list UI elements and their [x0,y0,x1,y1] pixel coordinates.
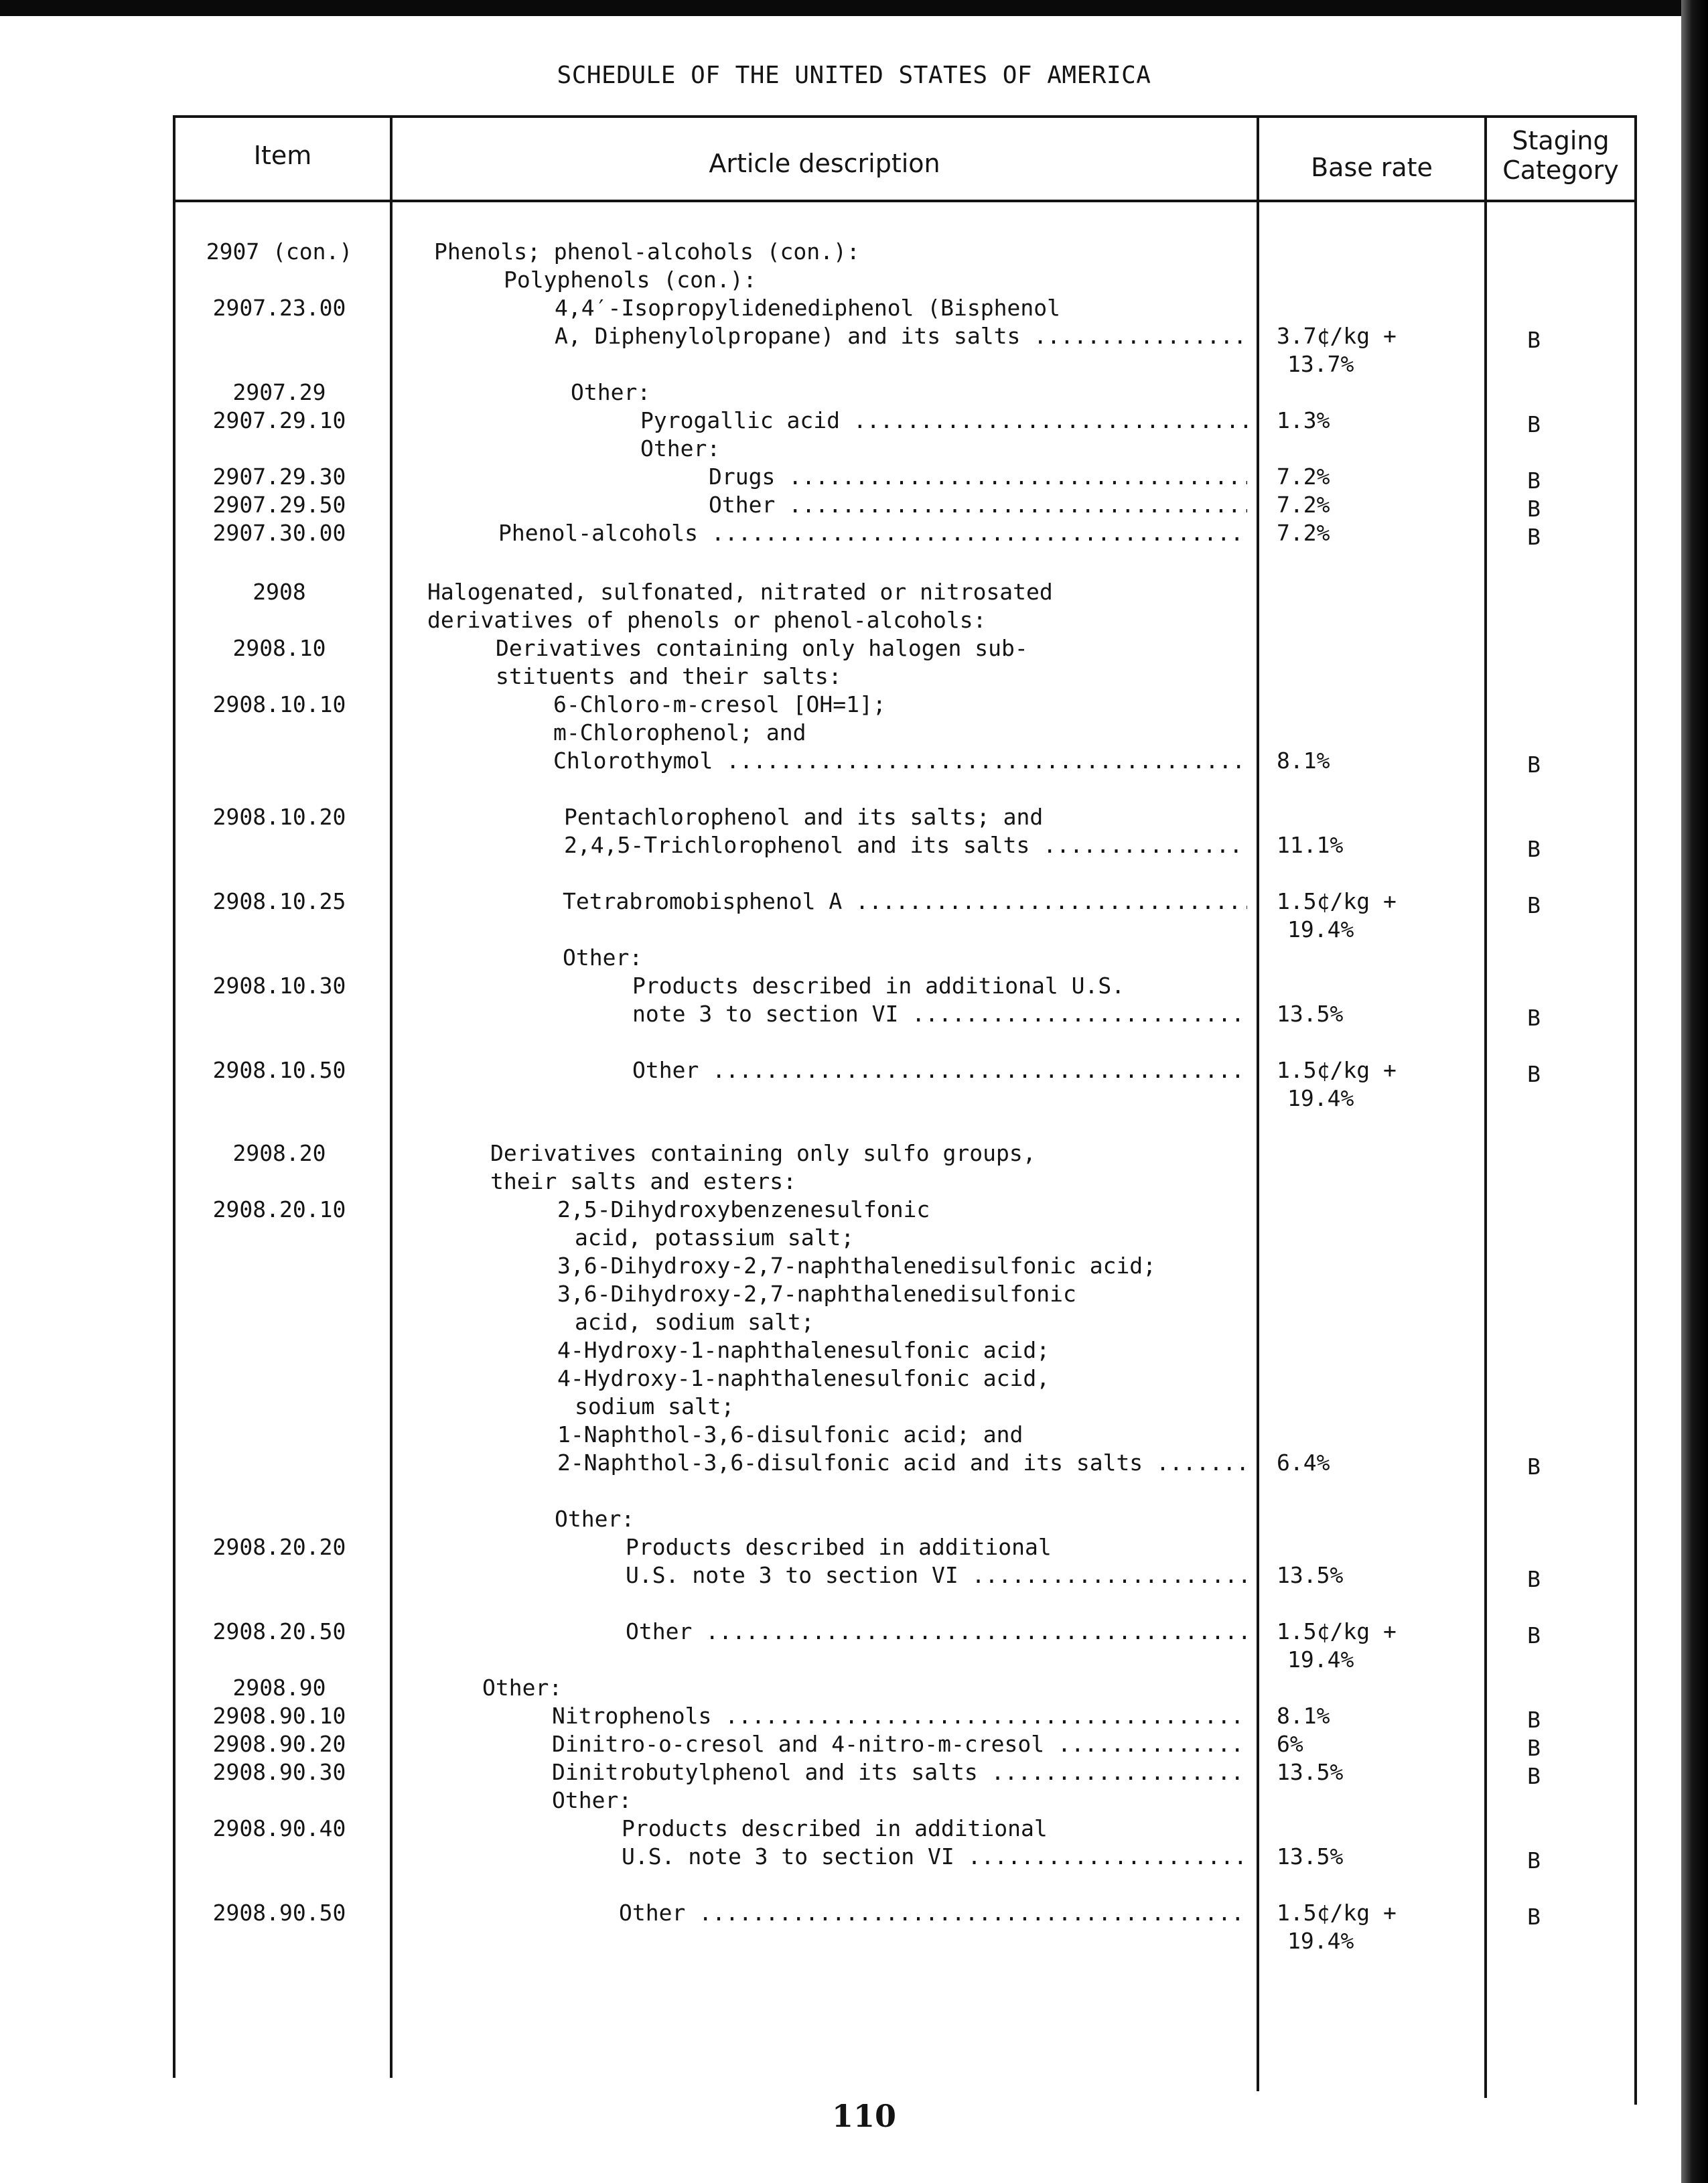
item-number: 2907.30.00 [212,520,346,546]
staging-category: B [1527,1061,1541,1087]
staging-category: B [1527,468,1541,494]
page-title: SCHEDULE OF THE UNITED STATES OF AMERICA [557,62,1151,89]
base-rate: 1.5¢/kg + [1277,888,1397,914]
base-rate: 7.2% [1277,520,1330,546]
column-header-item: Item [253,141,312,170]
item-number: 2908.20.10 [212,1196,346,1222]
item-number: 2907.29.30 [212,464,346,490]
staging-category: B [1527,411,1541,437]
article-description: Other: [571,379,651,405]
base-rate: 19.4% [1287,916,1354,942]
article-description: Dinitrobutylphenol and its salts ..... [552,1759,1247,1786]
article-description: Derivatives containing only sulfo groups, [490,1140,1036,1166]
article-description: 4-Hydroxy-1-naphthalenesulfonic acid, [557,1365,1050,1391]
article-description: Other: [552,1787,632,1813]
column-rule-right [1634,115,1637,2105]
base-rate: 19.4% [1287,1646,1354,1673]
item-number: 2908.90.10 [212,1703,346,1729]
article-description: m-Chlorophenol; and [553,719,806,746]
staging-category: B [1527,836,1541,862]
base-rate: 1.5¢/kg + [1277,1057,1397,1083]
column-header-staging-category [1486,126,1636,185]
base-rate: 8.1% [1277,748,1330,774]
column-header-base-rate: Base rate [1311,153,1433,182]
item-number: 2908.90.20 [212,1731,346,1757]
item-number: 2908.10 [232,635,326,661]
base-rate: 11.1% [1277,832,1344,858]
article-description: A, Diphenylolpropane) and its salts ..... [555,323,1247,350]
staging-category: B [1527,1622,1541,1648]
item-number: 2907.29 [232,379,326,405]
item-number: 2908.10.10 [212,691,346,717]
base-rate: 13.5% [1277,1759,1344,1785]
item-number: 2907 (con.) [206,238,353,265]
article-description: Polyphenols (con.): [504,267,757,293]
article-description: Chlorothymol ..... [553,748,1247,774]
article-description: 6-Chloro-m-cresol [OH=1]; [553,691,886,717]
article-description: derivatives of phenols or phenol-alcohols: [427,607,987,633]
article-description: 2,5-Dihydroxybenzenesulfonic [557,1196,930,1222]
article-description: Other: [555,1506,635,1532]
article-description: acid, potassium salt; [575,1224,855,1251]
base-rate: 1.5¢/kg + [1277,1900,1397,1926]
article-description: Tetrabromobisphenol A ..... [563,888,1247,915]
base-rate: 8.1% [1277,1703,1330,1729]
article-description: U.S. note 3 to section VI ..... [622,1843,1247,1870]
staging-category: B [1527,524,1541,550]
article-description: Pyrogallic acid ..... [640,407,1247,434]
base-rate: 1.3% [1277,407,1330,433]
item-number: 2908.10.25 [212,888,346,914]
item-number: 2908 [253,579,306,605]
page-number: 110 [831,2098,897,2134]
item-number: 2907.23.00 [212,295,346,321]
staging-category: B [1527,496,1541,522]
article-description: sodium salt; [575,1393,735,1419]
item-number: 2908.90.30 [212,1759,346,1785]
scan-right-edge [1681,0,1708,2183]
article-description: 4,4′-Isopropylidenediphenol (Bisphenol [555,295,1060,321]
article-description: 1-Naphthol-3,6-disulfonic acid; and [557,1421,1023,1448]
article-description: Other ..... [619,1900,1247,1926]
article-description: acid, sodium salt; [575,1309,814,1335]
base-rate: 19.4% [1287,1928,1354,1954]
base-rate: 3.7¢/kg + [1277,323,1397,349]
item-number: 2908.10.50 [212,1057,346,1083]
article-description: their salts and esters: [490,1168,796,1194]
staging-category: B [1527,892,1541,918]
base-rate: 19.4% [1287,1085,1354,1111]
article-description: Products described in additional [626,1534,1052,1560]
article-description: 2,4,5-Trichlorophenol and its salts ..... [564,832,1247,859]
base-rate: 13.5% [1277,1001,1344,1027]
staging-category: B [1527,327,1541,353]
item-number: 2908.20.50 [212,1618,346,1644]
article-description: 4-Hydroxy-1-naphthalenesulfonic acid; [557,1337,1050,1363]
item-number: 2908.90 [232,1675,326,1701]
article-description: Other: [563,944,643,971]
staging-category: B [1527,1904,1541,1930]
staging-category: B [1527,1005,1541,1031]
item-number: 2908.20.20 [212,1534,346,1560]
item-number: 2908.10.30 [212,973,346,999]
staging-category: B [1527,1763,1541,1789]
article-description: Phenols; phenol-alcohols (con.): [434,238,860,265]
column-header-staging-line: Staging [1512,126,1610,155]
article-description: Dinitro-o-cresol and 4-nitro-m-cresol ..... [552,1731,1247,1758]
column-rule-rate [1484,115,1487,2098]
article-description: Other ..... [632,1057,1247,1084]
item-number: 2907.29.10 [212,407,346,433]
staging-category: B [1527,1454,1541,1480]
column-rule-item [390,115,393,2078]
article-description: Products described in additional U.S. [632,973,1125,999]
article-description: 3,6-Dihydroxy-2,7-naphthalenedisulfonic acid; [557,1253,1157,1279]
column-rule-description [1257,115,1259,2091]
item-number: 2908.10.20 [212,804,346,830]
article-description: Products described in additional [622,1815,1048,1841]
article-description: 2-Naphthol-3,6-disulfonic acid and its salts ..... [557,1450,1247,1476]
article-description: Drugs ..... [709,464,1247,490]
article-description: Other: [640,435,721,462]
base-rate: 13.7% [1287,351,1354,377]
article-description: Other: [482,1675,563,1701]
article-description: Other ..... [709,492,1247,518]
base-rate: 13.5% [1277,1843,1344,1870]
article-description: stituents and their salts: [496,663,842,689]
staging-category: B [1527,1735,1541,1761]
base-rate: 7.2% [1277,464,1330,490]
item-number: 2908.20 [232,1140,326,1166]
item-number: 2908.90.40 [212,1815,346,1841]
staging-category: B [1527,752,1541,778]
base-rate: 13.5% [1277,1562,1344,1588]
article-description: Halogenated, sulfonated, nitrated or nitrosated [427,579,1053,605]
base-rate: 6.4% [1277,1450,1330,1476]
scan-top-edge [0,0,1708,16]
column-header-category-line: Category [1502,155,1619,185]
staging-category: B [1527,1566,1541,1592]
article-description: Phenol-alcohols ..... [498,520,1247,547]
base-rate: 1.5¢/kg + [1277,1618,1397,1644]
base-rate: 7.2% [1277,492,1330,518]
base-rate: 6% [1277,1731,1303,1757]
article-description: Nitrophenols ..... [552,1703,1247,1730]
article-description: Other ..... [626,1618,1247,1645]
column-header-article-description: Article description [709,149,940,178]
article-description: U.S. note 3 to section VI ..... [626,1562,1247,1589]
item-number: 2908.90.50 [212,1900,346,1926]
article-description: Pentachlorophenol and its salts; and [564,804,1044,830]
article-description: note 3 to section VI ..... [632,1001,1247,1028]
staging-category: B [1527,1847,1541,1874]
item-number: 2907.29.50 [212,492,346,518]
article-description: Derivatives containing only halogen sub- [496,635,1028,661]
article-description: 3,6-Dihydroxy-2,7-naphthalenedisulfonic [557,1281,1076,1307]
staging-category: B [1527,1707,1541,1733]
